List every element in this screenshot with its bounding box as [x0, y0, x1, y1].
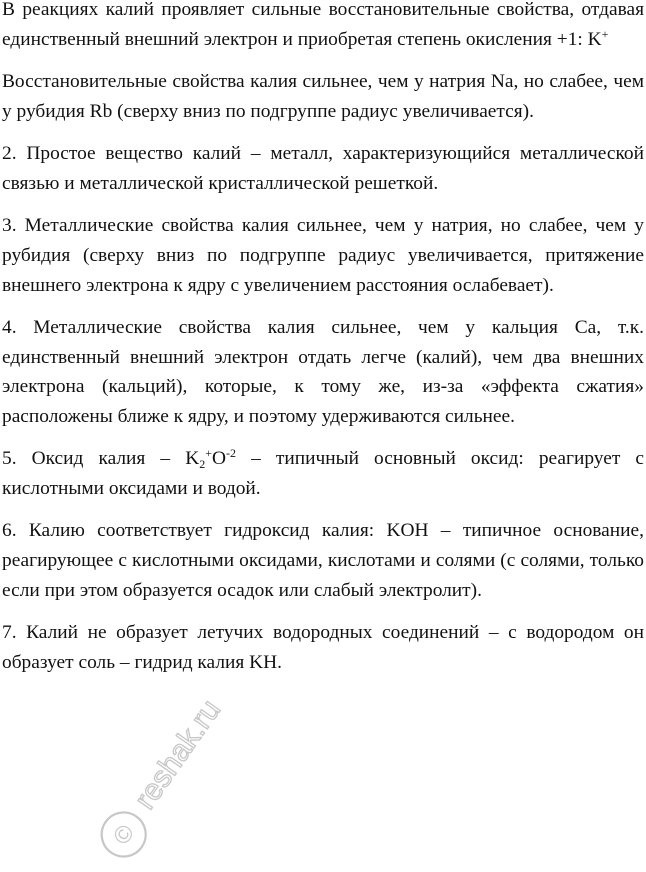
watermark-text: reshak.ru [128, 693, 228, 816]
paragraph-p6 [2, 444, 644, 504]
text-run: 3. Металлические свойства калия сильнее, чем у натрия, но слабее, чем у рубидия (сверху вниз по подгруппе радиус увеличивается, притяжение внешнего электрона к ядру с увеличением расстояния ослабевает). [2, 214, 644, 296]
paragraph-p7 [2, 516, 644, 605]
text-run: – типичный основный оксид: реагирует с кислотными оксидами и водой. [2, 448, 644, 500]
paragraph-p5 [2, 313, 644, 432]
paragraph-p2 [2, 67, 644, 127]
text-run: В реакциях калий проявляет сильные восстановительные свойства, отдавая единственный внешний электрон и приобретая степень окисления +1: K [2, 0, 644, 50]
text-run: 5. Оксид калия – K [2, 448, 200, 470]
watermark-symbol: © [107, 819, 141, 850]
superscript: + [205, 446, 212, 461]
text-run: 7. Калий не образует летучих водородных соединений – с водородом он образует соль – гидрид калия KH. [2, 622, 644, 673]
text-run: Восстановительные свойства калия сильнее, чем у натрия Na, но слабее, чем у рубидия Rb (сверху вниз по подгруппе радиус увеличивается). [2, 70, 644, 122]
superscript: + [601, 26, 609, 41]
paragraph-p3 [2, 139, 644, 199]
paragraph-p8 [2, 618, 644, 678]
paragraph-p1 [2, 0, 644, 55]
superscript: -2 [226, 446, 236, 461]
text-run: 6. Калию соответствует гидроксид калия: KOH – типичное основание, реагирующее с кислотными оксидами, кислотами и солями (с солями, только если при этом образуется осадок или слабый электролит). [2, 520, 644, 601]
text-run: 2. Простое вещество калий – металл, характеризующийся металлической связью и металлической кристаллической решеткой. [2, 142, 644, 194]
text-run: 4. Металлические свойства калия сильнее, чем у кальция Ca, т.к. единственный внешний электрон отдать легче (калий), чем два внешних электрона (кальций), которые, к тому же, из-за «эффекта сжатия» расположены ближе к ядру, и поэтому удерживаются сильнее. [2, 316, 644, 428]
paragraph-p4 [2, 211, 644, 300]
text-run: O [211, 448, 226, 470]
subscript: 2 [199, 457, 206, 472]
